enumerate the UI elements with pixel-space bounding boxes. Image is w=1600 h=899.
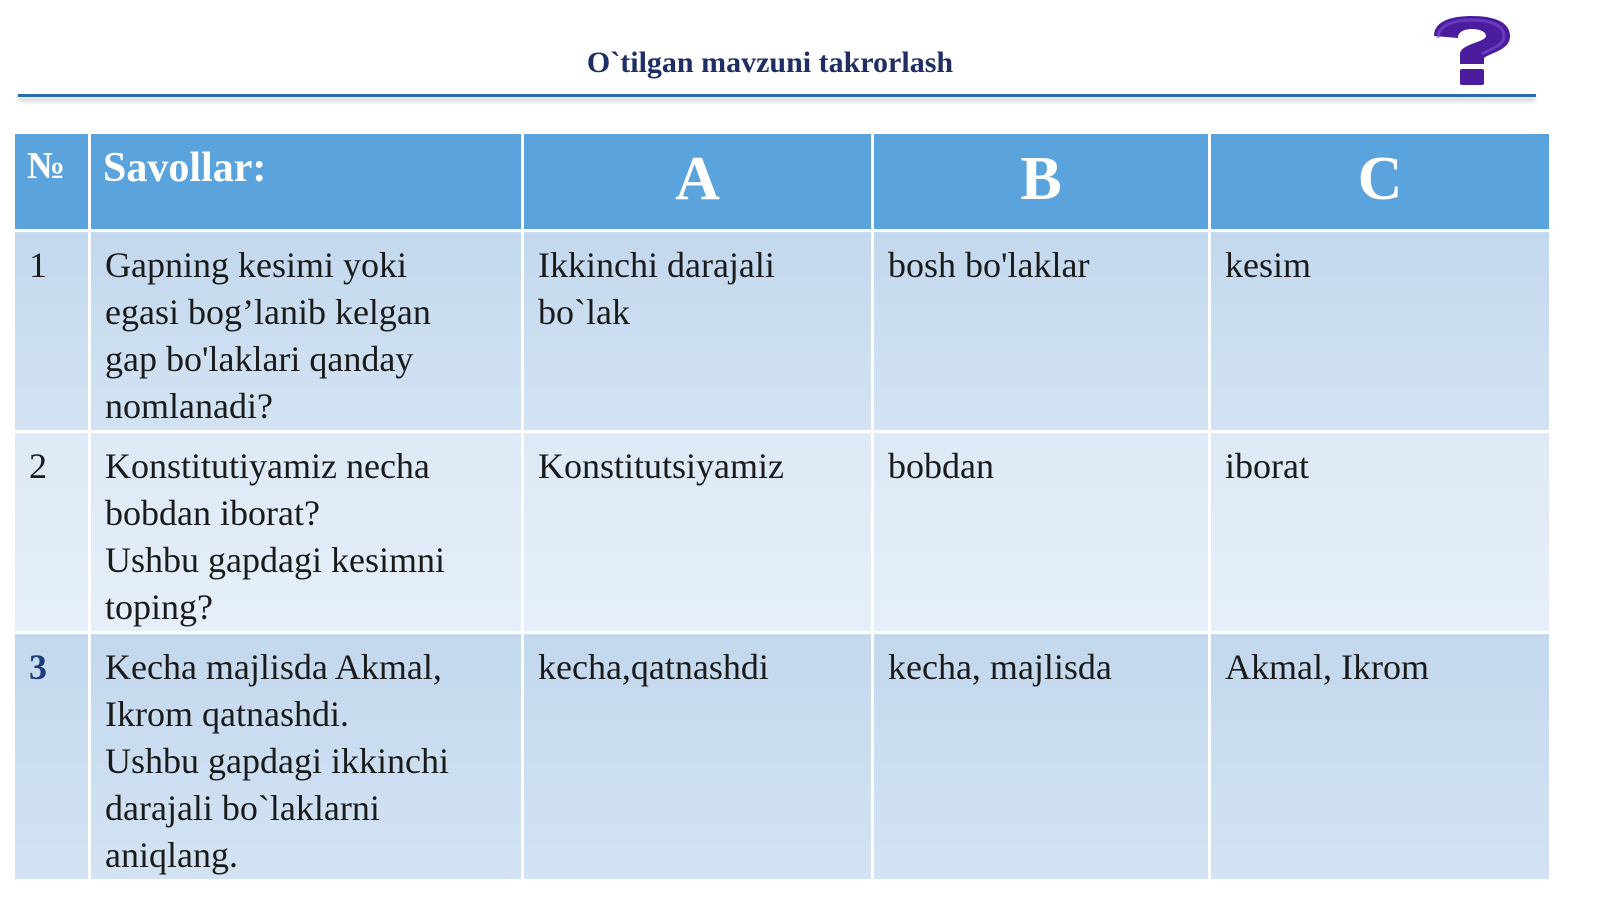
title-divider <box>18 94 1536 97</box>
question-line: aniqlang. <box>105 835 238 875</box>
question-line: darajali bo`laklarni <box>105 788 380 828</box>
table-row <box>14 633 1551 881</box>
question-mark-icon <box>1428 14 1514 86</box>
header-option-c: C <box>1210 133 1551 231</box>
option-a-cell <box>523 633 873 881</box>
option-b-cell: kecha, majlisda <box>873 633 1210 881</box>
question-line: Ushbu gapdagi ikkinchi <box>105 741 449 781</box>
question-cell <box>90 633 523 881</box>
option-a-cell <box>523 231 873 432</box>
header-option-a: A <box>523 133 873 231</box>
question-line: gap bo'laklari qanday <box>105 339 414 379</box>
question-cell <box>90 231 523 432</box>
option-line: Ikkinchi darajali <box>538 245 775 285</box>
header-number: № <box>14 133 90 231</box>
question-line: Kecha majlisda Akmal, <box>105 647 442 687</box>
question-line: Ikrom qatnashdi. <box>105 694 349 734</box>
header-option-b: B <box>873 133 1210 231</box>
question-line: bobdan iborat? <box>105 493 320 533</box>
option-c-cell: iborat <box>1210 432 1551 633</box>
question-line: Gapning kesimi yoki <box>105 245 407 285</box>
page-title: O`tilgan mavzuni takrorlash <box>586 46 954 79</box>
question-line: Ushbu gapdagi kesimni <box>105 540 445 580</box>
question-line: Konstitutiyamiz necha <box>105 446 430 486</box>
question-line: nomlanadi? <box>105 386 273 426</box>
table-row <box>14 231 1551 432</box>
row-number: 2 <box>14 432 90 633</box>
question-cell <box>90 432 523 633</box>
table-header-row <box>14 133 1551 231</box>
option-a-cell <box>523 432 873 633</box>
row-number: 3 <box>14 633 90 881</box>
option-line: bo`lak <box>538 292 630 332</box>
option-c-cell: kesim <box>1210 231 1551 432</box>
row-number: 1 <box>14 231 90 432</box>
question-line: egasi bog’lanib kelgan <box>105 292 431 332</box>
question-line: toping? <box>105 587 213 627</box>
option-c-cell: Akmal, Ikrom <box>1210 633 1551 881</box>
option-line: kecha,qatnashdi <box>538 647 769 687</box>
header-questions: Savollar: <box>90 133 523 231</box>
table-row <box>14 432 1551 633</box>
option-line: Konstitutsiyamiz <box>538 446 784 486</box>
option-b-cell: bosh bo'laklar <box>873 231 1210 432</box>
quiz-table <box>12 131 1552 882</box>
option-b-cell: bobdan <box>873 432 1210 633</box>
